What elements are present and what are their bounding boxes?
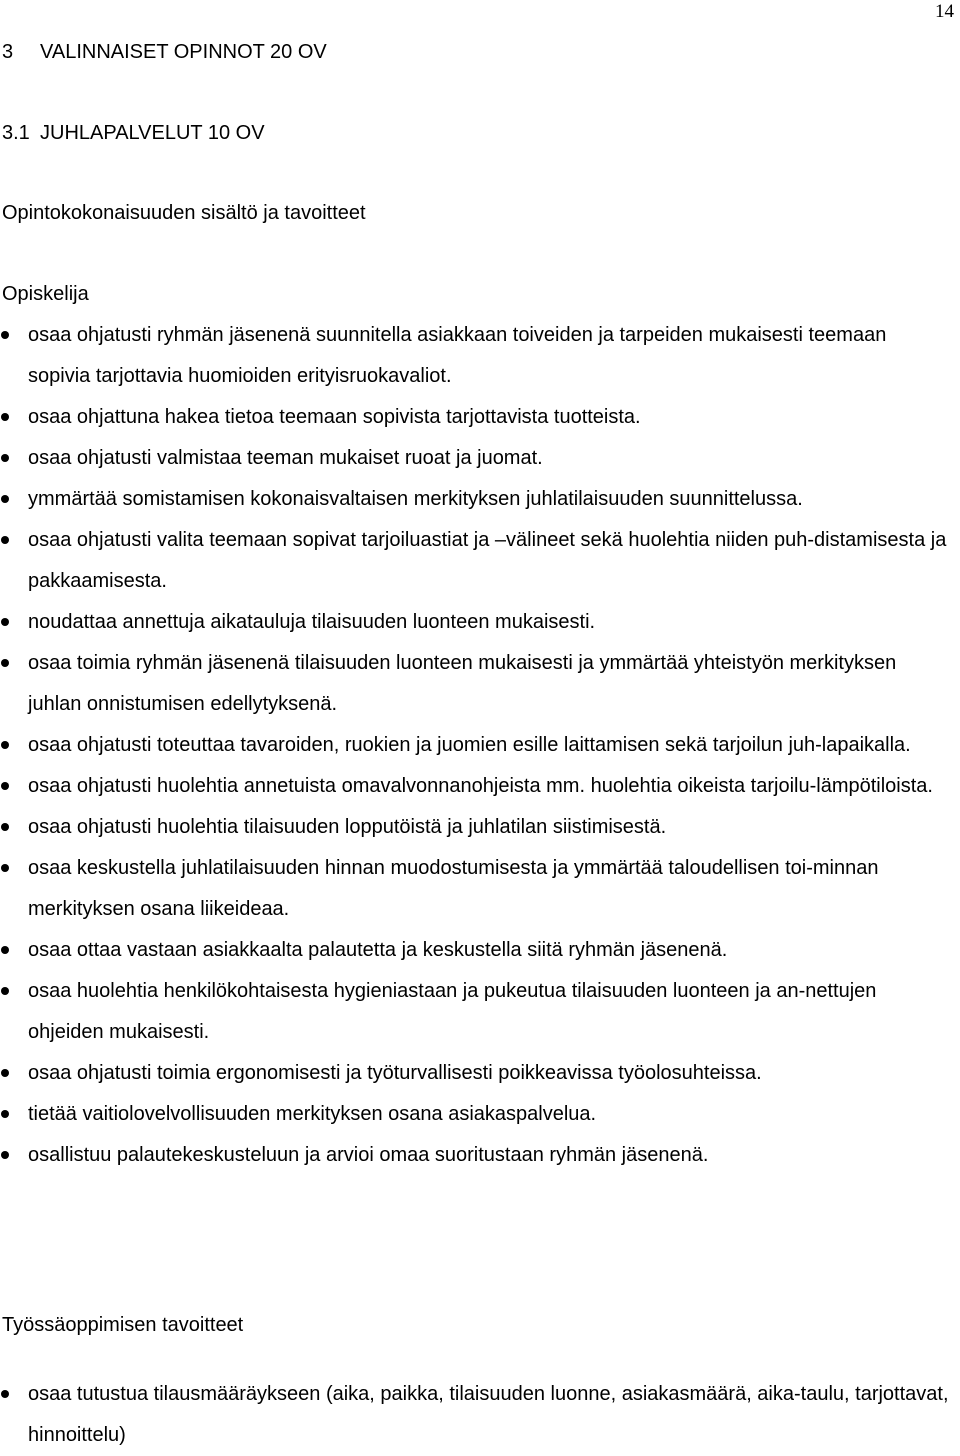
list-item: [0, 725, 952, 766]
bullet-icon: [1, 864, 9, 872]
list-item-text: osaa ohjatusti huolehtia annetuista omavalvonnanohjeista mm. huolehtia oikeista tarjoilu-lämpötiloista.: [28, 775, 933, 797]
bullet-icon: [1, 1390, 9, 1398]
list-item-text: tietää vaitiolovelvollisuuden merkityksen osana asiakaspalvelua.: [28, 1103, 597, 1125]
heading-1-text: VALINNAISET OPINNOT 20 OV: [40, 41, 327, 63]
list-item: [0, 397, 952, 438]
list-item-text: osaa keskustella juhlatilaisuuden hinnan muodostumisesta ja ymmärtää taloudellisen toi-minnan merkityksen osana liikeideaa.: [28, 857, 879, 920]
bullet-icon: [1, 946, 9, 954]
list-item: [0, 1053, 952, 1094]
list-item: [0, 930, 952, 971]
goals-list: [0, 315, 952, 1176]
bullet-icon: [1, 1110, 9, 1118]
page-number: 14: [935, 1, 954, 22]
bullet-icon: [1, 741, 9, 749]
bullet-icon: [1, 331, 9, 339]
list-item: [0, 602, 952, 643]
bullet-icon: [1, 495, 9, 503]
work-section-title: Työssäoppimisen tavoitteet: [2, 1314, 244, 1336]
list-item: [0, 971, 952, 1053]
list-item-text: osaa ohjattuna hakea tietoa teemaan sopivista tarjottavista tuotteista.: [28, 406, 641, 428]
heading-level-1: [2, 32, 952, 73]
list-item: [0, 807, 952, 848]
section-title: Opintokokonaisuuden sisältö ja tavoitteet: [2, 202, 366, 224]
bullet-icon: [1, 1069, 9, 1077]
list-item-text: osaa ohjatusti valita teemaan sopivat tarjoiluastiat ja –välineet sekä huolehtia niiden puh-distamisesta ja pakkaamisesta.: [28, 529, 947, 592]
list-item: [0, 438, 952, 479]
list-item-text: osaa huolehtia henkilökohtaisesta hygieniastaan ja pukeutua tilaisuuden luonteen ja an-nettujen ohjeiden mukaisesti.: [28, 980, 877, 1043]
heading-2-text: JUHLAPALVELUT 10 OV: [40, 122, 265, 144]
list-item: [0, 520, 952, 602]
list-item: [0, 479, 952, 520]
heading-2-number: 3.1: [2, 122, 30, 144]
bullet-icon: [1, 454, 9, 462]
bullet-icon: [1, 1151, 9, 1159]
list-item-text: osaa ohjatusti valmistaa teeman mukaiset ruoat ja juomat.: [28, 447, 543, 469]
list-item-text: osallistuu palautekeskusteluun ja arvioi omaa suoritustaan ryhmän jäsenenä.: [28, 1144, 709, 1166]
heading-1-number: 3: [2, 41, 14, 63]
bullet-icon: [1, 782, 9, 790]
list-item: [0, 315, 952, 397]
list-item: [0, 1374, 952, 1456]
list-item-text: osaa ottaa vastaan asiakkaalta palautetta ja keskustella siitä ryhmän jäsenenä.: [28, 939, 728, 961]
list-item-text: osaa ohjatusti huolehtia tilaisuuden lopputöistä ja juhlatilan siistimisestä.: [28, 816, 667, 838]
list-item: [0, 766, 952, 807]
bullet-icon: [1, 987, 9, 995]
list-item-text: ymmärtää somistamisen kokonaisvaltaisen merkityksen juhlatilaisuuden suunnittelussa.: [28, 488, 803, 510]
heading-level-2: [2, 113, 952, 154]
list-item: [0, 1135, 952, 1176]
list-item-text: osaa ohjatusti toimia ergonomisesti ja työturvallisesti poikkeavissa työolosuhteissa.: [28, 1062, 762, 1084]
bullet-icon: [1, 413, 9, 421]
list-item-text: noudattaa annettuja aikatauluja tilaisuuden luonteen mukaisesti.: [28, 611, 596, 633]
intro-label: Opiskelija: [2, 283, 89, 305]
list-item: [0, 643, 952, 725]
list-item-text: osaa tutustua tilausmääräykseen (aika, paikka, tilaisuuden luonne, asiakasmäärä, aika-taulu, tarjottavat, hinnoittelu): [28, 1383, 949, 1446]
bullet-icon: [1, 659, 9, 667]
list-item-text: osaa toimia ryhmän jäsenenä tilaisuuden luonteen mukaisesti ja ymmärtää yhteistyön merkityksen juhlan onnistumisen edellytyksenä.: [28, 652, 897, 715]
list-item-text: osaa ohjatusti ryhmän jäsenenä suunnitella asiakkaan toiveiden ja tarpeiden mukaisesti teemaan sopivia tarjottavia huomioiden erityisruokavaliot.: [28, 324, 887, 387]
list-item: [0, 848, 952, 930]
bullet-icon: [1, 618, 9, 626]
work-goals-list: [0, 1374, 952, 1456]
bullet-icon: [1, 536, 9, 544]
list-item-text: osaa ohjatusti toteuttaa tavaroiden, ruokien ja juomien esille laittamisen sekä tarjoilun juh-lapaikalla.: [28, 734, 911, 756]
bullet-icon: [1, 823, 9, 831]
list-item: [0, 1094, 952, 1135]
